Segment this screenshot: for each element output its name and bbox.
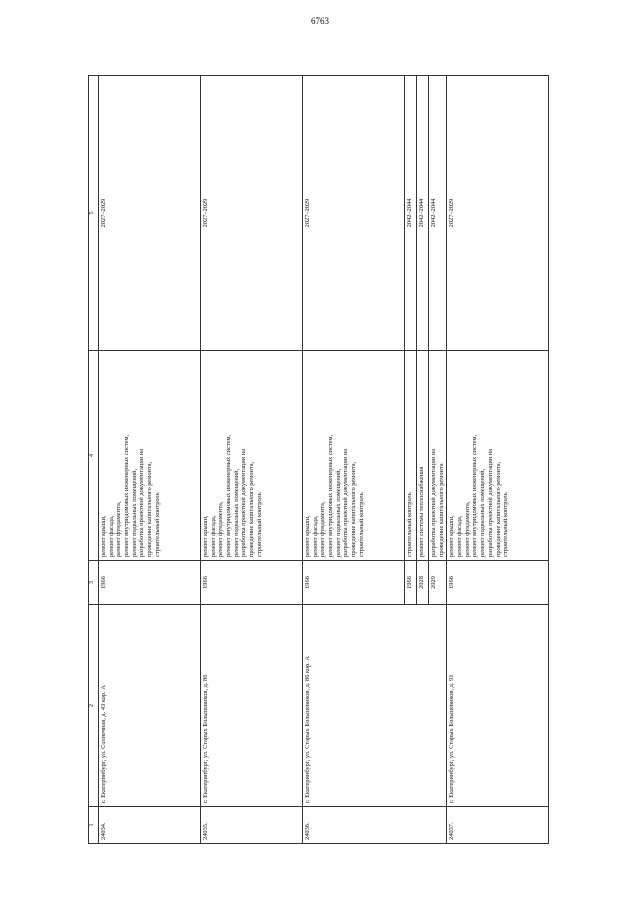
column-number: 3 xyxy=(89,561,99,605)
work-type-line: ремонт крыши, xyxy=(202,515,209,557)
column-number: 1 xyxy=(89,807,99,844)
work-type-line: проведение капитального ремонта, xyxy=(350,461,358,557)
subrow-year: 2029 xyxy=(429,561,447,605)
work-type-line: ремонт внутридомовых инженерных систем, xyxy=(327,434,335,557)
work-type-line: строительный контроль xyxy=(255,492,263,557)
work-type-line: проведение капитального ремонта, xyxy=(248,461,256,557)
work-types-cell xyxy=(303,351,405,561)
subrow-period: 2042–2044 xyxy=(417,76,429,351)
table-row xyxy=(201,76,303,844)
record-address: г. Екатеринбург, ул. Солнечная, д. 43 кор. А xyxy=(99,605,201,807)
page-number: 6763 xyxy=(311,16,329,26)
work-type-line: проведение капитального ремонта, xyxy=(494,461,502,557)
subrow-year: 1966 xyxy=(405,561,417,605)
record-period: 2027–2029 xyxy=(99,76,201,351)
work-type-line: проведение капитального ремонта, xyxy=(146,461,154,557)
subrow-period: 2042–2044 xyxy=(405,76,417,351)
work-type-line: ремонт внутридомовых инженерных систем, xyxy=(123,434,131,557)
record-period: 2027–2029 xyxy=(447,76,549,351)
subrow-year: 2028 xyxy=(417,561,429,605)
work-type-line: разработка проектной документации на xyxy=(240,448,248,557)
work-type-line: ремонт фундамента, xyxy=(319,501,327,557)
record-address: г. Екатеринбург, ул. Старых Большевиков, д. 91 xyxy=(447,605,549,807)
work-type-line: разработка проектной документации на xyxy=(430,448,437,557)
record-year: 1966 xyxy=(201,561,303,605)
work-type-line: ремонт подвальных помещений, xyxy=(130,468,138,557)
record-year: 1966 xyxy=(447,561,549,605)
work-type-line: ремонт крыши, xyxy=(304,515,311,557)
registry-sheet xyxy=(88,76,554,844)
work-types-cell xyxy=(429,351,447,561)
record-number: 24037. xyxy=(447,807,549,844)
work-type-line: ремонт фундамента, xyxy=(115,501,123,557)
registry-table xyxy=(88,75,549,844)
work-types-cell xyxy=(417,351,429,561)
work-type-line: строительный контроль xyxy=(153,492,161,557)
record-number: 24034. xyxy=(99,807,201,844)
record-period: 2027–2029 xyxy=(201,76,303,351)
work-types-cell xyxy=(405,351,417,561)
table-row xyxy=(99,76,201,844)
work-type-line: ремонт фасада, xyxy=(456,515,464,557)
work-type-line: строительный контроль xyxy=(357,492,365,557)
work-type-line: ремонт внутридомовых инженерных систем, xyxy=(471,434,479,557)
record-address: г. Екатеринбург, ул. Старых Большевиков, д. 86 xyxy=(201,605,303,807)
work-type-line: ремонт фасада, xyxy=(107,515,115,557)
work-type-line: ремонт системы теплоснабжения xyxy=(418,466,425,557)
column-number: 5 xyxy=(89,76,99,351)
work-types-cell xyxy=(447,351,549,561)
work-types-cell xyxy=(99,351,201,561)
column-number: 2 xyxy=(89,605,99,807)
work-type-line: ремонт подвальных помещений, xyxy=(479,468,487,557)
work-type-line: ремонт крыши, xyxy=(100,515,107,557)
work-type-line: строительный контроль xyxy=(406,492,413,557)
work-type-line: ремонт внутридомовых инженерных систем, xyxy=(225,434,233,557)
subrow-period: 2042–2044 xyxy=(429,76,447,351)
work-type-line: ремонт подвальных помещений, xyxy=(232,468,240,557)
work-type-line: разработка проектной документации на xyxy=(342,448,350,557)
work-type-line: ремонт фасада, xyxy=(209,515,217,557)
table-row xyxy=(303,76,405,844)
record-year: 1966 xyxy=(99,561,201,605)
work-type-line: ремонт крыши, xyxy=(448,515,456,557)
column-number-row xyxy=(89,76,99,844)
record-number: 24035. xyxy=(201,807,303,844)
record-year: 1966 xyxy=(303,561,405,605)
record-period: 2027–2029 xyxy=(303,76,405,351)
work-type-line: ремонт фасада, xyxy=(311,515,319,557)
column-number: 4 xyxy=(89,351,99,561)
record-number: 24036. xyxy=(303,807,447,844)
work-type-line: строительный контроль xyxy=(502,492,510,557)
work-type-line: ремонт фундамента, xyxy=(463,501,471,557)
work-type-line: ремонт фундамента, xyxy=(217,501,225,557)
work-type-line: разработка проектной документации на xyxy=(138,448,146,557)
work-type-line: ремонт подвальных помещений, xyxy=(334,468,342,557)
work-type-line: проведение капитального ремонта xyxy=(437,463,445,557)
record-address: г. Екатеринбург, ул. Старых Большевиков, д. 86 кор. А xyxy=(303,605,447,807)
table-row xyxy=(447,76,549,844)
work-types-cell xyxy=(201,351,303,561)
work-type-line: разработка проектной документации на xyxy=(486,448,494,557)
